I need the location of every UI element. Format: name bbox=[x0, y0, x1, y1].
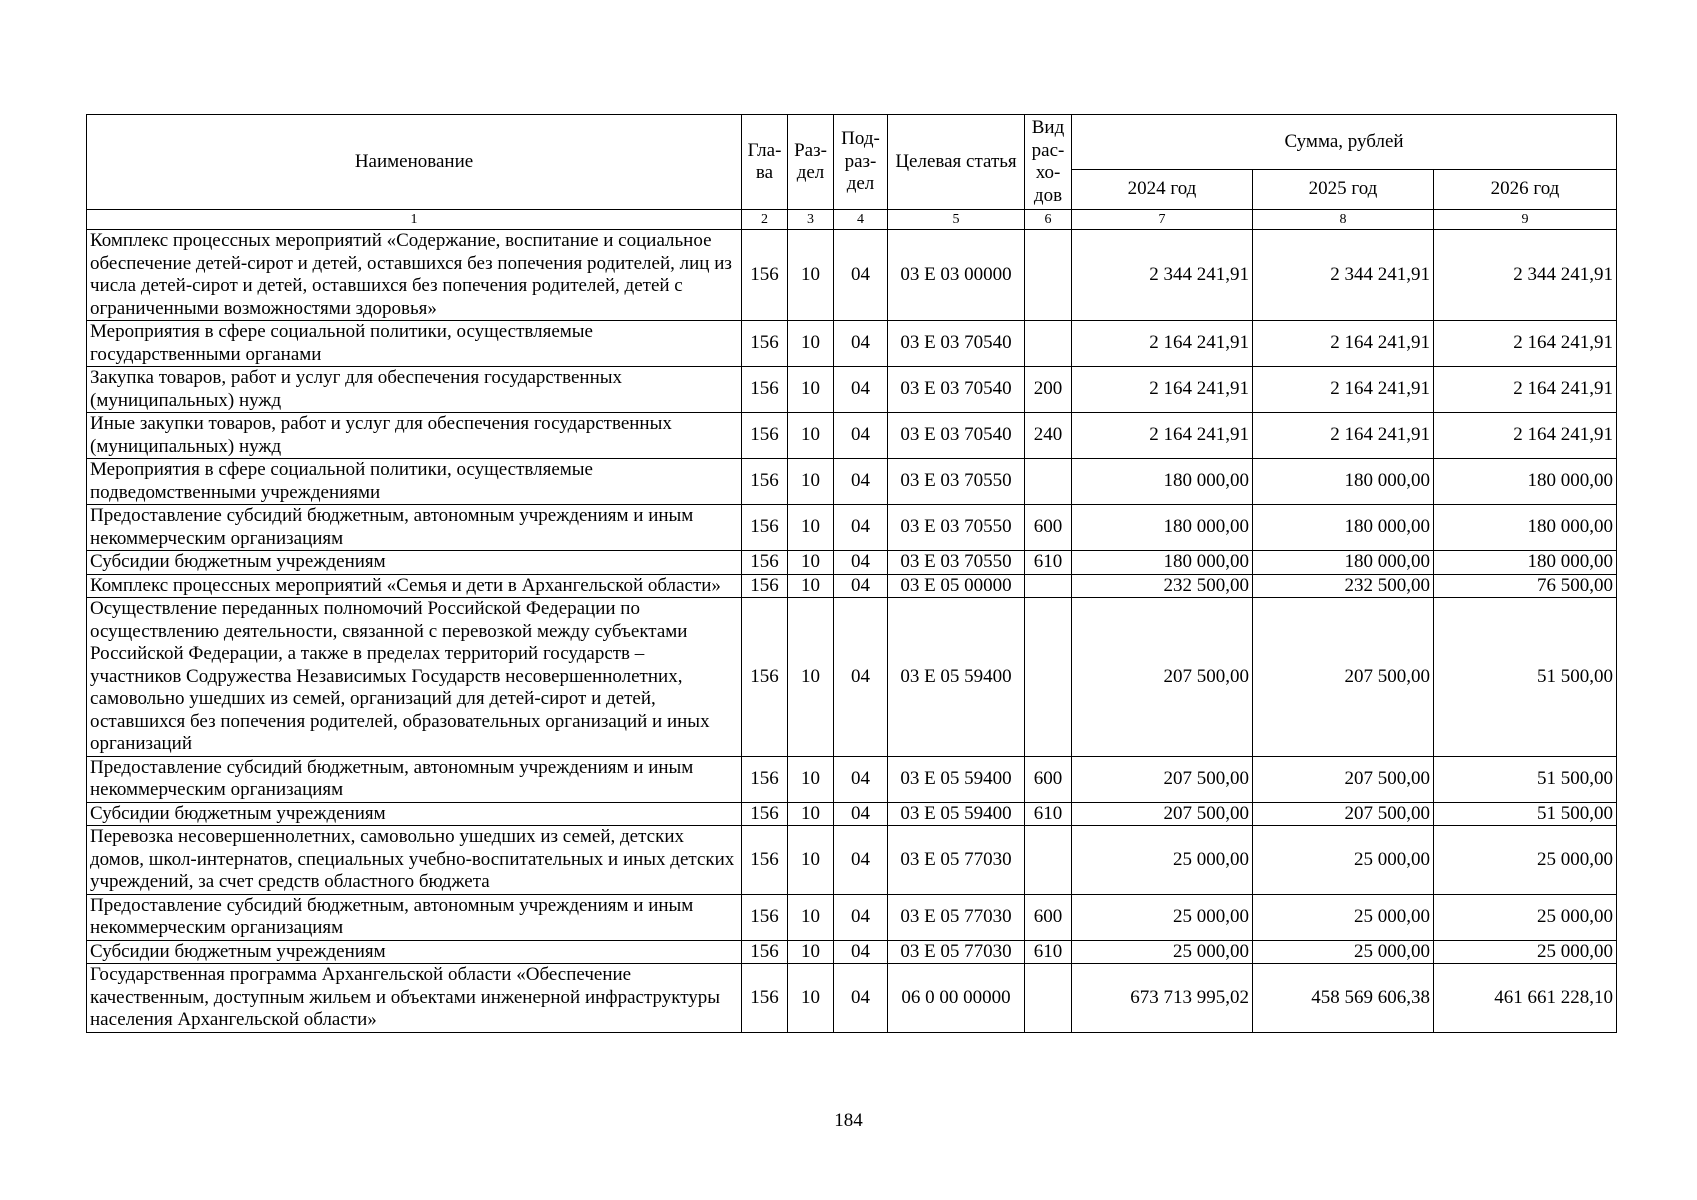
header-expense-type: Вид рас-хо-дов bbox=[1025, 115, 1072, 210]
row-name: Иные закупки товаров, работ и услуг для обеспечения государственных (муниципальных) нужд bbox=[87, 413, 742, 459]
row-subsection: 04 bbox=[834, 367, 888, 413]
row-sum-2024: 180 000,00 bbox=[1072, 459, 1253, 505]
row-sum-2024: 2 164 241,91 bbox=[1072, 413, 1253, 459]
row-sum-2026: 51 500,00 bbox=[1434, 598, 1617, 757]
row-sum-2025: 180 000,00 bbox=[1253, 459, 1434, 505]
header-target-article: Целевая статья bbox=[888, 115, 1025, 210]
row-target-article: 03 Е 05 77030 bbox=[888, 826, 1025, 895]
row-chapter: 156 bbox=[742, 940, 788, 964]
table-row bbox=[87, 505, 1617, 551]
row-sum-2025: 2 164 241,91 bbox=[1253, 367, 1434, 413]
row-section: 10 bbox=[788, 321, 834, 367]
row-target-article: 03 Е 03 70550 bbox=[888, 551, 1025, 575]
row-target-article: 03 Е 05 77030 bbox=[888, 894, 1025, 940]
row-expense-type bbox=[1025, 598, 1072, 757]
row-target-article: 03 Е 03 70550 bbox=[888, 505, 1025, 551]
row-subsection: 04 bbox=[834, 413, 888, 459]
row-name: Предоставление субсидий бюджетным, автономным учреждениям и иным некоммерческим организациям bbox=[87, 894, 742, 940]
row-sum-2026: 461 661 228,10 bbox=[1434, 964, 1617, 1033]
row-section: 10 bbox=[788, 756, 834, 802]
row-sum-2025: 25 000,00 bbox=[1253, 826, 1434, 895]
row-chapter: 156 bbox=[742, 413, 788, 459]
row-chapter: 156 bbox=[742, 551, 788, 575]
row-sum-2024: 207 500,00 bbox=[1072, 756, 1253, 802]
row-name: Закупка товаров, работ и услуг для обеспечения государственных (муниципальных) нужд bbox=[87, 367, 742, 413]
row-expense-type: 600 bbox=[1025, 505, 1072, 551]
row-sum-2024: 25 000,00 bbox=[1072, 940, 1253, 964]
row-name: Предоставление субсидий бюджетным, автономным учреждениям и иным некоммерческим организациям bbox=[87, 756, 742, 802]
table-row bbox=[87, 964, 1617, 1033]
row-sum-2026: 2 344 241,91 bbox=[1434, 230, 1617, 321]
row-target-article: 03 Е 05 59400 bbox=[888, 598, 1025, 757]
row-sum-2024: 207 500,00 bbox=[1072, 598, 1253, 757]
column-number: 1 bbox=[87, 210, 742, 230]
row-section: 10 bbox=[788, 459, 834, 505]
row-expense-type bbox=[1025, 230, 1072, 321]
row-expense-type: 600 bbox=[1025, 894, 1072, 940]
row-sum-2025: 232 500,00 bbox=[1253, 574, 1434, 598]
row-sum-2024: 673 713 995,02 bbox=[1072, 964, 1253, 1033]
row-sum-2026: 25 000,00 bbox=[1434, 826, 1617, 895]
row-sum-2026: 2 164 241,91 bbox=[1434, 367, 1617, 413]
row-target-article: 03 Е 03 70540 bbox=[888, 321, 1025, 367]
table-row bbox=[87, 802, 1617, 826]
row-name: Мероприятия в сфере социальной политики, осуществляемые государственными органами bbox=[87, 321, 742, 367]
row-expense-type: 610 bbox=[1025, 940, 1072, 964]
row-sum-2026: 25 000,00 bbox=[1434, 940, 1617, 964]
row-target-article: 03 Е 03 70540 bbox=[888, 367, 1025, 413]
row-target-article: 03 Е 03 00000 bbox=[888, 230, 1025, 321]
column-number: 6 bbox=[1025, 210, 1072, 230]
row-target-article: 06 0 00 00000 bbox=[888, 964, 1025, 1033]
row-subsection: 04 bbox=[834, 826, 888, 895]
row-sum-2024: 232 500,00 bbox=[1072, 574, 1253, 598]
row-sum-2025: 180 000,00 bbox=[1253, 551, 1434, 575]
row-sum-2026: 180 000,00 bbox=[1434, 505, 1617, 551]
row-sum-2025: 207 500,00 bbox=[1253, 756, 1434, 802]
row-section: 10 bbox=[788, 802, 834, 826]
table-row bbox=[87, 230, 1617, 321]
row-target-article: 03 Е 05 00000 bbox=[888, 574, 1025, 598]
row-sum-2025: 180 000,00 bbox=[1253, 505, 1434, 551]
row-name: Перевозка несовершеннолетних, самовольно ушедших из семей, детских домов, школ-интернатов, специальных учебно-воспитательных и иных детских учреждений, за счет средств областного бюджета bbox=[87, 826, 742, 895]
row-section: 10 bbox=[788, 940, 834, 964]
column-number-row bbox=[87, 210, 1617, 230]
row-expense-type: 610 bbox=[1025, 802, 1072, 826]
row-chapter: 156 bbox=[742, 505, 788, 551]
row-sum-2024: 2 344 241,91 bbox=[1072, 230, 1253, 321]
budget-table bbox=[86, 114, 1617, 1033]
row-sum-2024: 207 500,00 bbox=[1072, 802, 1253, 826]
row-sum-2024: 2 164 241,91 bbox=[1072, 367, 1253, 413]
row-expense-type: 610 bbox=[1025, 551, 1072, 575]
header-section: Раз-дел bbox=[788, 115, 834, 210]
column-number: 8 bbox=[1253, 210, 1434, 230]
row-subsection: 04 bbox=[834, 940, 888, 964]
column-number: 2 bbox=[742, 210, 788, 230]
row-sum-2025: 25 000,00 bbox=[1253, 940, 1434, 964]
row-sum-2025: 2 164 241,91 bbox=[1253, 413, 1434, 459]
row-sum-2024: 180 000,00 bbox=[1072, 551, 1253, 575]
row-name: Предоставление субсидий бюджетным, автономным учреждениям и иным некоммерческим организациям bbox=[87, 505, 742, 551]
row-sum-2026: 25 000,00 bbox=[1434, 894, 1617, 940]
row-target-article: 03 Е 03 70540 bbox=[888, 413, 1025, 459]
row-sum-2025: 458 569 606,38 bbox=[1253, 964, 1434, 1033]
header-name: Наименование bbox=[87, 115, 742, 210]
row-target-article: 03 Е 05 77030 bbox=[888, 940, 1025, 964]
row-section: 10 bbox=[788, 894, 834, 940]
row-chapter: 156 bbox=[742, 802, 788, 826]
row-sum-2024: 2 164 241,91 bbox=[1072, 321, 1253, 367]
row-section: 10 bbox=[788, 598, 834, 757]
column-number: 4 bbox=[834, 210, 888, 230]
row-section: 10 bbox=[788, 367, 834, 413]
column-number: 5 bbox=[888, 210, 1025, 230]
row-section: 10 bbox=[788, 826, 834, 895]
row-subsection: 04 bbox=[834, 756, 888, 802]
row-chapter: 156 bbox=[742, 367, 788, 413]
row-name: Субсидии бюджетным учреждениям bbox=[87, 551, 742, 575]
row-expense-type bbox=[1025, 574, 1072, 598]
row-chapter: 156 bbox=[742, 459, 788, 505]
row-target-article: 03 Е 05 59400 bbox=[888, 802, 1025, 826]
row-chapter: 156 bbox=[742, 230, 788, 321]
row-name: Осуществление переданных полномочий Российской Федерации по осуществлению деятельности, связанной с перевозкой между субъектами Российской Федерации, а также в пределах территорий государств – участников Содружества Независимых Государств несовершеннолетних, самовольно ушедших из семей, организаций для детей-сирот и детей, оставшихся без попечения родителей, образовательных организаций и иных организаций bbox=[87, 598, 742, 757]
row-name: Субсидии бюджетным учреждениям bbox=[87, 802, 742, 826]
table-row bbox=[87, 756, 1617, 802]
row-subsection: 04 bbox=[834, 459, 888, 505]
row-chapter: 156 bbox=[742, 574, 788, 598]
row-chapter: 156 bbox=[742, 964, 788, 1033]
row-sum-2026: 2 164 241,91 bbox=[1434, 321, 1617, 367]
row-subsection: 04 bbox=[834, 964, 888, 1033]
row-section: 10 bbox=[788, 574, 834, 598]
row-section: 10 bbox=[788, 551, 834, 575]
row-sum-2026: 76 500,00 bbox=[1434, 574, 1617, 598]
row-chapter: 156 bbox=[742, 826, 788, 895]
table-row bbox=[87, 321, 1617, 367]
header-year-2026: 2026 год bbox=[1434, 170, 1617, 210]
header-sum: Сумма, рублей bbox=[1072, 115, 1617, 170]
row-section: 10 bbox=[788, 964, 834, 1033]
table-row bbox=[87, 894, 1617, 940]
row-expense-type bbox=[1025, 459, 1072, 505]
row-sum-2025: 207 500,00 bbox=[1253, 598, 1434, 757]
row-sum-2026: 2 164 241,91 bbox=[1434, 413, 1617, 459]
row-expense-type: 200 bbox=[1025, 367, 1072, 413]
row-name: Государственная программа Архангельской области «Обеспечение качественным, доступным жильем и объектами инженерной инфраструктуры населения Архангельской области» bbox=[87, 964, 742, 1033]
header-year-2025: 2025 год bbox=[1253, 170, 1434, 210]
row-section: 10 bbox=[788, 413, 834, 459]
table-body bbox=[87, 230, 1617, 1033]
header-subsection: Под-раз-дел bbox=[834, 115, 888, 210]
row-expense-type: 240 bbox=[1025, 413, 1072, 459]
row-expense-type bbox=[1025, 321, 1072, 367]
row-chapter: 156 bbox=[742, 321, 788, 367]
row-section: 10 bbox=[788, 230, 834, 321]
row-sum-2025: 2 164 241,91 bbox=[1253, 321, 1434, 367]
row-chapter: 156 bbox=[742, 894, 788, 940]
row-name: Субсидии бюджетным учреждениям bbox=[87, 940, 742, 964]
row-subsection: 04 bbox=[834, 321, 888, 367]
row-sum-2025: 2 344 241,91 bbox=[1253, 230, 1434, 321]
table-row bbox=[87, 551, 1617, 575]
table-row bbox=[87, 459, 1617, 505]
table-row bbox=[87, 574, 1617, 598]
row-sum-2026: 51 500,00 bbox=[1434, 756, 1617, 802]
row-sum-2025: 207 500,00 bbox=[1253, 802, 1434, 826]
column-number: 9 bbox=[1434, 210, 1617, 230]
row-chapter: 156 bbox=[742, 756, 788, 802]
row-expense-type: 600 bbox=[1025, 756, 1072, 802]
table-row bbox=[87, 413, 1617, 459]
row-subsection: 04 bbox=[834, 894, 888, 940]
row-sum-2024: 25 000,00 bbox=[1072, 826, 1253, 895]
row-target-article: 03 Е 03 70550 bbox=[888, 459, 1025, 505]
row-chapter: 156 bbox=[742, 598, 788, 757]
row-name: Комплекс процессных мероприятий «Семья и дети в Архангельской области» bbox=[87, 574, 742, 598]
row-name: Мероприятия в сфере социальной политики, осуществляемые подведомственными учреждениями bbox=[87, 459, 742, 505]
row-target-article: 03 Е 05 59400 bbox=[888, 756, 1025, 802]
row-expense-type bbox=[1025, 964, 1072, 1033]
row-section: 10 bbox=[788, 505, 834, 551]
row-subsection: 04 bbox=[834, 505, 888, 551]
row-sum-2024: 180 000,00 bbox=[1072, 505, 1253, 551]
table-row bbox=[87, 940, 1617, 964]
row-sum-2026: 180 000,00 bbox=[1434, 551, 1617, 575]
row-sum-2025: 25 000,00 bbox=[1253, 894, 1434, 940]
row-subsection: 04 bbox=[834, 574, 888, 598]
row-sum-2026: 51 500,00 bbox=[1434, 802, 1617, 826]
table-row bbox=[87, 826, 1617, 895]
page-number: 184 bbox=[834, 1110, 863, 1131]
row-name: Комплекс процессных мероприятий «Содержание, воспитание и социальное обеспечение детей-сирот и детей, оставшихся без попечения родителей, лиц из числа детей-сирот и детей, оставшихся без попечения родителей, детей с ограниченными возможностями здоровья» bbox=[87, 230, 742, 321]
table-row bbox=[87, 367, 1617, 413]
column-number: 7 bbox=[1072, 210, 1253, 230]
row-subsection: 04 bbox=[834, 230, 888, 321]
header-year-2024: 2024 год bbox=[1072, 170, 1253, 210]
row-sum-2024: 25 000,00 bbox=[1072, 894, 1253, 940]
table-header bbox=[87, 115, 1617, 230]
table-row bbox=[87, 598, 1617, 757]
row-subsection: 04 bbox=[834, 802, 888, 826]
row-subsection: 04 bbox=[834, 598, 888, 757]
row-sum-2026: 180 000,00 bbox=[1434, 459, 1617, 505]
row-subsection: 04 bbox=[834, 551, 888, 575]
column-number: 3 bbox=[788, 210, 834, 230]
header-chapter: Гла-ва bbox=[742, 115, 788, 210]
row-expense-type bbox=[1025, 826, 1072, 895]
